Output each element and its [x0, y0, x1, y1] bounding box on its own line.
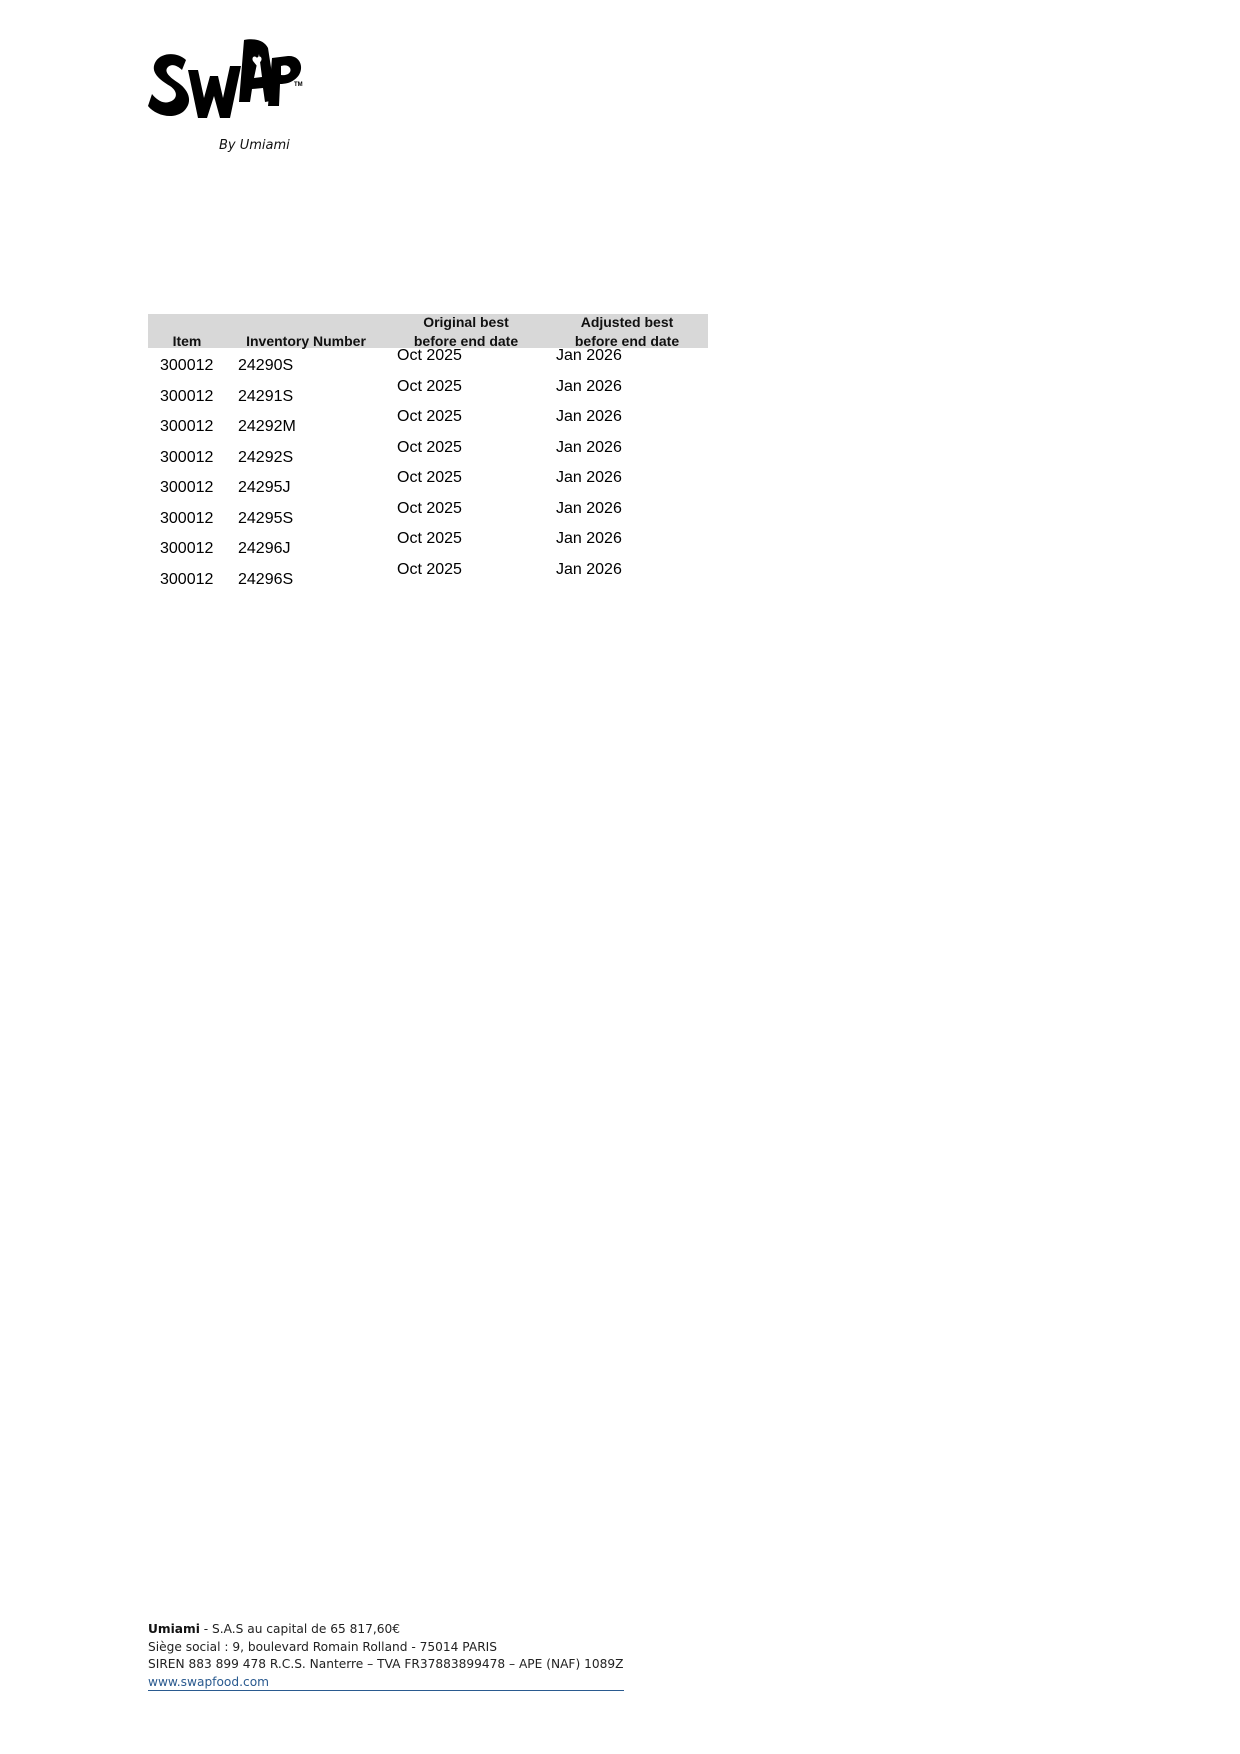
cell-inventory-number: 24291S: [238, 387, 294, 405]
footer-address: Siège social : 9, boulevard Romain Rolland - 75014 PARIS: [148, 1639, 497, 1654]
cell-original-date: Oct 2025: [397, 499, 462, 517]
cell-inventory-number: 24295J: [238, 479, 291, 496]
cell-adjusted-date: Jan 2026: [556, 408, 622, 425]
cell-original-date: Oct 2025: [397, 347, 462, 364]
cell-original-date: Oct 2025: [397, 377, 462, 395]
cell-inventory-number: 24292S: [238, 448, 294, 466]
cell-item: 300012: [160, 570, 214, 588]
cell-item: 300012: [160, 357, 214, 374]
table-body: [148, 348, 708, 592]
cell-adjusted-date: Jan 2026: [556, 560, 622, 578]
cell-inventory-number: 24296S: [238, 570, 294, 588]
column-header-original-date: [386, 314, 546, 348]
table-row: [148, 531, 708, 562]
column-header-original-line2: before end date: [413, 333, 519, 349]
trademark-symbol: TM: [294, 82, 303, 88]
table-row: [148, 470, 708, 501]
footer-website-link[interactable]: www.swapfood.com: [148, 1674, 624, 1691]
cell-adjusted-date: Jan 2026: [556, 469, 622, 486]
cell-original-date: Oct 2025: [397, 438, 462, 456]
best-before-table: [148, 314, 708, 592]
footer-company-line: [148, 1621, 624, 1639]
swap-logo: [146, 36, 316, 136]
column-header-item: [148, 314, 226, 348]
cell-item: 300012: [160, 540, 214, 557]
cell-inventory-number: 24290S: [238, 357, 294, 374]
column-header-adjusted-date: [546, 314, 708, 348]
cell-adjusted-date: Jan 2026: [556, 530, 622, 547]
cell-original-date: Oct 2025: [397, 530, 462, 547]
cell-original-date: Oct 2025: [397, 560, 462, 578]
cell-adjusted-date: Jan 2026: [556, 377, 622, 395]
table-row: [148, 379, 708, 410]
footer-company-capital: - S.A.S au capital de 65 817,60€: [199, 1622, 400, 1636]
swap-logo-graphic: [146, 36, 316, 136]
column-header-adjusted-line2: before end date: [574, 333, 680, 349]
table-row: [148, 348, 708, 379]
cell-adjusted-date: Jan 2026: [556, 438, 622, 456]
cell-original-date: Oct 2025: [397, 469, 462, 486]
table-row: [148, 501, 708, 532]
table-row: [148, 409, 708, 440]
brand-tagline: By Umiami: [219, 138, 290, 153]
column-header-inventory-label: Inventory Number: [246, 333, 366, 349]
column-header-inventory-number: [226, 314, 386, 348]
company-footer: [148, 1621, 624, 1691]
footer-registration: SIREN 883 899 478 R.C.S. Nanterre – TVA FR37883899478 – APE (NAF) 1089Z: [148, 1657, 624, 1671]
column-header-original-line1: Original best: [423, 314, 509, 330]
table-header: [148, 314, 708, 348]
cell-item: 300012: [160, 448, 214, 466]
cell-adjusted-date: Jan 2026: [556, 347, 622, 364]
table-row: [148, 440, 708, 471]
footer-company-name: Umiami: [148, 1622, 200, 1636]
cell-inventory-number: 24296J: [238, 540, 291, 557]
table-row: [148, 562, 708, 593]
column-header-item-label: Item: [172, 333, 202, 349]
cell-inventory-number: 24295S: [238, 509, 294, 527]
cell-original-date: Oct 2025: [397, 408, 462, 425]
cell-item: 300012: [160, 479, 214, 496]
cell-item: 300012: [160, 387, 214, 405]
cell-item: 300012: [160, 509, 214, 527]
cell-item: 300012: [160, 418, 214, 435]
column-header-adjusted-line1: Adjusted best: [580, 314, 674, 330]
cell-inventory-number: 24292M: [238, 418, 296, 435]
cell-adjusted-date: Jan 2026: [556, 499, 622, 517]
